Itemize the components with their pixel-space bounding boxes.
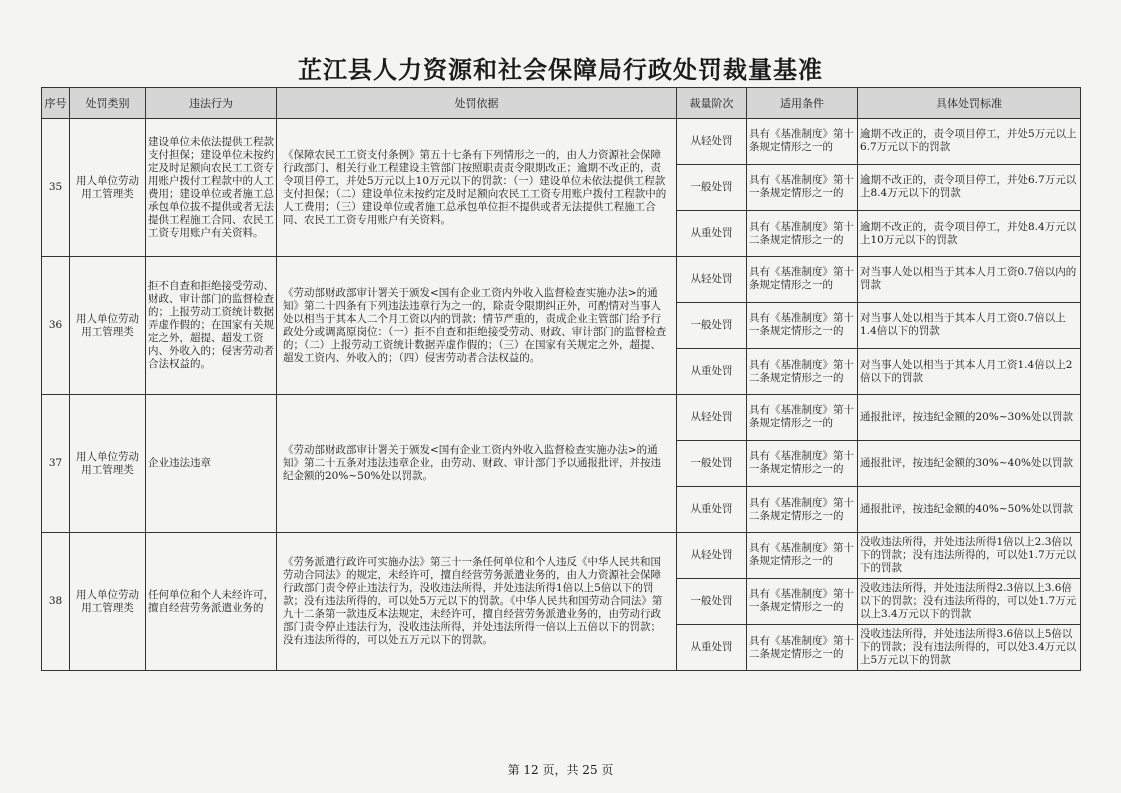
penalty-standard: 通报批评，按违纪金额的40%~50%处以罚款 (858, 487, 1081, 533)
violation-behavior (146, 533, 277, 671)
header-level: 裁量阶次 (677, 88, 747, 119)
row-number: 35 (42, 119, 70, 257)
penalty-level: 一般处罚 (677, 302, 747, 349)
penalty-level: 从轻处罚 (677, 533, 747, 579)
penalty-standard: 通报批评，按违纪金额的20%~30%处以罚款 (858, 395, 1081, 441)
penalty-level: 从重处罚 (677, 487, 747, 533)
header-no: 序号 (42, 88, 70, 119)
penalty-basis: 《劳动部财政部审计署关于颁发<国有企业工资内外收入监督检查实施办法>的通知》第二十五条对违法违章企业，由劳动、财政、审计部门予以通报批评，并按违纪金额的20%~50%处以罚款。 (277, 395, 677, 533)
row-number: 36 (42, 257, 70, 395)
violation-behavior (146, 257, 277, 395)
page-title: 芷江县人力资源和社会保障局行政处罚裁量基准 (298, 56, 823, 84)
penalty-level: 一般处罚 (677, 578, 747, 625)
penalty-standard: 逾期不改正的，责令项目停工，并处5万元以上6.7万元以下的罚款 (858, 119, 1081, 165)
penalty-category: 用人单位劳动用工管理类 (70, 533, 146, 671)
penalty-standard: 逾期不改正的，责令项目停工，并处6.7万元以上8.4万元以下的罚款 (858, 164, 1081, 211)
table-row (42, 257, 1081, 303)
header-condition: 适用条件 (747, 88, 858, 119)
penalty-level: 从重处罚 (677, 625, 747, 671)
penalty-level: 一般处罚 (677, 440, 747, 487)
applicable-condition: 具有《基准制度》第十一条规定情形之一的 (747, 578, 858, 625)
violation-behavior-text: 拒不自查和拒绝接受劳动、财政、审计部门的监督检查的；上报劳动工资统计数据弄虚作假的；在国家有关规定之外，超提、超发工资内、外收入的；侵害劳动者合法权益的。 (148, 280, 274, 370)
table-row (42, 395, 1081, 441)
violation-behavior (146, 395, 277, 533)
header-category: 处罚类别 (70, 88, 146, 119)
penalty-category: 用人单位劳动用工管理类 (70, 395, 146, 533)
applicable-condition: 具有《基准制度》第十二条规定情形之一的 (747, 625, 858, 671)
applicable-condition: 具有《基准制度》第十条规定情形之一的 (747, 533, 858, 579)
page-number: 第 12 页，共 25 页 (507, 763, 614, 777)
applicable-condition: 具有《基准制度》第十条规定情形之一的 (747, 119, 858, 165)
penalty-basis: 《劳动部财政部审计署关于颁发<国有企业工资内外收入监督检查实施办法>的通知》第二十四条有下列违法违章行为之一的，除责令限期纠正外，可酌情对当事人处以相当于其本人二个月工资以内的罚款；情节严重的，责成企业主管部门给予行政处分或调离原岗位：（一）拒不自查和拒绝接受劳动、财政、审计部门的监督检查的；（二）上报劳动工资统计数据弄虚作假的；（三）在国家有关规定之外，超提、超发工资内、外收入的；（四）侵害劳动者合法权益的。 (277, 257, 677, 395)
penalty-standard: 对当事人处以相当于其本人月工资0.7倍以内的罚款 (858, 257, 1081, 303)
table-row (42, 119, 1081, 165)
applicable-condition: 具有《基准制度》第十二条规定情形之一的 (747, 487, 858, 533)
penalty-standard: 通报批评，按违纪金额的30%~40%处以罚款 (858, 440, 1081, 487)
penalty-level: 从轻处罚 (677, 119, 747, 165)
penalty-basis: 《保障农民工工资支付条例》第五十七条有下列情形之一的，由人力资源社会保障行政部门、相关行业工程建设主管部门按照职责责令限期改正；逾期不改正的，责令项目停工，并处5万元以上10万元以下的罚款：（一）建设单位未依法提供工程款支付担保；（二）建设单位未按约定及时足额向农民工工资专用账户拨付工程款中的人工费用；（三）建设单位或者施工总承包单位拒不提供或者无法提供工程施工合同、农民工工资专用账户有关资料。 (277, 119, 677, 257)
penalty-standard: 对当事人处以相当于其本人月工资0.7倍以上1.4倍以下的罚款 (858, 302, 1081, 349)
violation-behavior-text: 任何单位和个人未经许可，擅自经营劳务派遣业务的 (148, 588, 274, 614)
applicable-condition: 具有《基准制度》第十二条规定情形之一的 (747, 211, 858, 257)
penalty-standard: 没收违法所得，并处违法所得2.3倍以上3.6倍以下的罚款；没有违法所得的，可以处1.7万元以上3.4万元以下的罚款 (858, 578, 1081, 625)
violation-behavior (146, 119, 277, 257)
row-number: 38 (42, 533, 70, 671)
row-number: 37 (42, 395, 70, 533)
penalty-category: 用人单位劳动用工管理类 (70, 257, 146, 395)
violation-behavior-text: 建设单位未依法提供工程款支付担保；建设单位未按约定及时足额向农民工工资专用账户拨付工程款中的人工费用；建设单位或者施工总承包单位拔不提供或者无法提供工程施工合同、农民工工资专用账户有关资料。 (148, 135, 274, 239)
applicable-condition: 具有《基准制度》第十条规定情形之一的 (747, 395, 858, 441)
penalty-standard: 逾期不改正的，责令项目停工，并处8.4万元以上10万元以下的罚款 (858, 211, 1081, 257)
violation-behavior-text: 企业违法违章 (148, 457, 211, 469)
table-header-row (42, 88, 1081, 119)
penalty-level: 从轻处罚 (677, 395, 747, 441)
penalty-standard: 没收违法所得，并处违法所得3.6倍以上5倍以下的罚款；没有违法所得的，可以处3.4万元以上5万元以下的罚款 (858, 625, 1081, 671)
header-standard: 具体处罚标准 (858, 88, 1081, 119)
penalty-standard: 没收违法所得，并处违法所得1倍以上2.3倍以下的罚款；没有违法所得的，可以处1.7万元以下的罚款 (858, 533, 1081, 579)
header-basis: 处罚依据 (277, 88, 677, 119)
applicable-condition: 具有《基准制度》第十一条规定情形之一的 (747, 302, 858, 349)
penalty-standards-table (41, 87, 1081, 671)
penalty-level: 从重处罚 (677, 349, 747, 395)
penalty-basis: 《劳务派遣行政许可实施办法》第三十一条任何单位和个人违反《中华人民共和国劳动合同法》的规定，未经许可，擅自经营劳务派遣业务的，由人力资源社会保障行政部门责令停止违法行为，没收违法所得，并处违法所得1倍以上5倍以下的罚款；没有违法所得的，可以处5万元以下的罚款。《中华人民共和国劳动合同法》第九十二条第一款违反本法规定，未经许可，擅自经营劳务派遣业务的，由劳动行政部门责令停止违法行为，没收违法所得，并处违法所得一倍以上五倍以下的罚款；没有违法所得的，可以处五万元以下的罚款。 (277, 533, 677, 671)
table-row (42, 533, 1081, 579)
applicable-condition: 具有《基准制度》第十一条规定情形之一的 (747, 164, 858, 211)
applicable-condition: 具有《基准制度》第十一条规定情形之一的 (747, 440, 858, 487)
header-behavior: 违法行为 (146, 88, 277, 119)
penalty-standard: 对当事人处以相当于其本人月工资1.4倍以上2倍以下的罚款 (858, 349, 1081, 395)
penalty-category: 用人单位劳动用工管理类 (70, 119, 146, 257)
applicable-condition: 具有《基准制度》第十条规定情形之一的 (747, 257, 858, 303)
penalty-level: 从轻处罚 (677, 257, 747, 303)
applicable-condition: 具有《基准制度》第十二条规定情形之一的 (747, 349, 858, 395)
penalty-level: 一般处罚 (677, 164, 747, 211)
penalty-level: 从重处罚 (677, 211, 747, 257)
